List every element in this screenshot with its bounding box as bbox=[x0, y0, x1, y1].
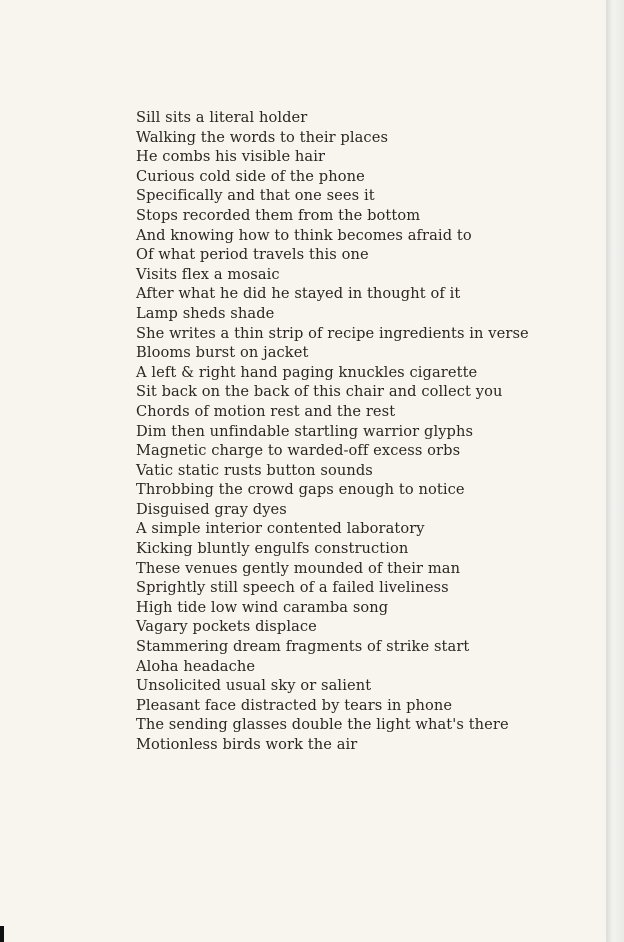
poem-text bbox=[136, 108, 529, 755]
poem-line: Blooms burst on jacket bbox=[136, 344, 309, 362]
poem-line: The sending glasses double the light what's there bbox=[136, 716, 509, 734]
poem-line: Kicking bluntly engulfs construction bbox=[136, 540, 409, 558]
poem-line: Throbbing the crowd gaps enough to notice bbox=[136, 481, 465, 499]
poem-line: Motionless birds work the air bbox=[136, 736, 358, 753]
poem-line: These venues gently mounded of their man bbox=[136, 559, 461, 577]
poem-line: Vagary pockets displace bbox=[136, 618, 317, 636]
poem-line: Aloha headache bbox=[136, 657, 256, 675]
poem-line: Pleasant face distracted by tears in phone bbox=[136, 696, 453, 714]
poem-line: Disguised gray dyes bbox=[136, 500, 287, 518]
poem-line: Curious cold side of the phone bbox=[136, 167, 365, 185]
poem-line: Stammering dream fragments of strike start bbox=[136, 638, 470, 656]
poem-line: She writes a thin strip of recipe ingredients in verse bbox=[136, 324, 529, 342]
poem-line: And knowing how to think becomes afraid to bbox=[136, 226, 472, 244]
poem-line: Of what period travels this one bbox=[136, 246, 369, 264]
page-edge bbox=[606, 0, 624, 942]
poem-line: Sill sits a literal holder bbox=[136, 109, 308, 126]
poem-line: After what he did he stayed in thought of it bbox=[136, 285, 461, 303]
poem-line: Lamp sheds shade bbox=[136, 304, 275, 322]
poem-line: Unsolicited usual sky or salient bbox=[136, 677, 372, 695]
binding-edge bbox=[0, 926, 4, 942]
poem-line: High tide low wind caramba song bbox=[136, 598, 389, 616]
poem-line: Walking the words to their places bbox=[136, 128, 389, 146]
poem-line: A left & right hand paging knuckles cigarette bbox=[136, 363, 478, 381]
poem-line: A simple interior contented laboratory bbox=[136, 520, 425, 538]
poem-line: Stops recorded them from the bottom bbox=[136, 206, 421, 224]
poem-line: Magnetic charge to warded-off excess orbs bbox=[136, 442, 461, 460]
poem-line: He combs his visible hair bbox=[136, 148, 326, 166]
poem-line: Vatic static rusts button sounds bbox=[136, 461, 373, 479]
poem-line: Chords of motion rest and the rest bbox=[136, 402, 396, 420]
poem-line: Sit back on the back of this chair and collect you bbox=[136, 383, 503, 401]
poem-line: Dim then unfindable startling warrior glyphs bbox=[136, 422, 474, 440]
poem-line: Sprightly still speech of a failed liveliness bbox=[136, 579, 449, 597]
poem-line: Specifically and that one sees it bbox=[136, 187, 375, 205]
poem-line: Visits flex a mosaic bbox=[136, 265, 280, 283]
